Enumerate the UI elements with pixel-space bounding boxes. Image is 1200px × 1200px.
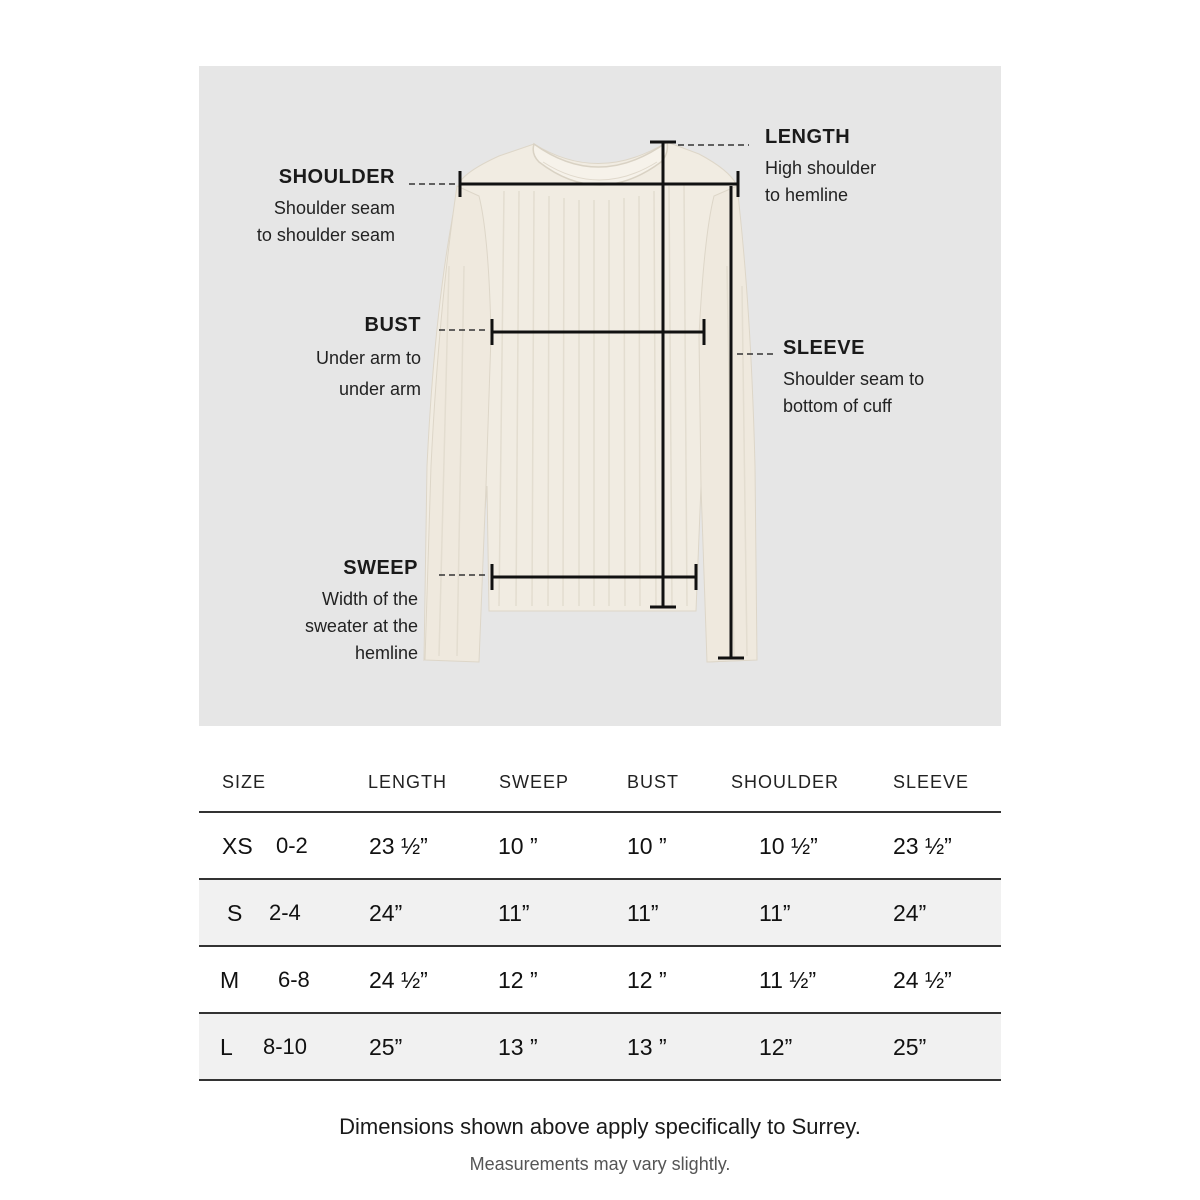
header-sweep: SWEEP — [499, 772, 570, 792]
sleeve-label — [783, 337, 924, 420]
cell-sleeve: 24 ½” — [893, 967, 952, 993]
sweep-desc-line1: Width of the — [321, 589, 418, 609]
table-row-xs — [199, 813, 1001, 880]
table-row-l — [199, 1014, 1001, 1081]
bust-title: BUST — [364, 314, 421, 336]
cell-size-range: 0-2 — [276, 833, 308, 858]
cell-size-letter: M — [220, 967, 240, 993]
sweater-illustration — [424, 142, 757, 662]
sweep-desc-line2: sweater at the — [304, 616, 418, 636]
table-row-s — [199, 880, 1001, 947]
cell-length: 23 ½” — [369, 833, 428, 859]
cell-sleeve: 24” — [893, 900, 927, 926]
cell-bust: 13 ” — [627, 1034, 667, 1060]
cell-sweep: 13 ” — [498, 1034, 538, 1060]
sleeve-desc — [783, 366, 924, 420]
sleeve-desc-line1: Shoulder seam to — [783, 369, 925, 389]
header-bust: BUST — [627, 772, 680, 792]
cell-sleeve: 25” — [893, 1034, 927, 1060]
cell-sweep: 12 ” — [498, 967, 538, 993]
cell-size-letter: S — [227, 900, 243, 926]
shoulder-title: SHOULDER — [278, 166, 395, 188]
shoulder-label — [257, 166, 395, 249]
sweep-label — [305, 557, 418, 667]
bust-desc — [316, 343, 421, 405]
cell-sweep: 11” — [498, 900, 530, 926]
cell-sleeve: 23 ½” — [893, 833, 952, 859]
bust-desc-line2: under arm — [338, 379, 421, 399]
shoulder-desc-line2: to shoulder seam — [256, 225, 395, 245]
cell-size-range: 2-4 — [269, 900, 301, 925]
length-desc-line1: High shoulder — [765, 158, 877, 178]
cell-shoulder: 12” — [759, 1034, 793, 1060]
cell-length: 25” — [369, 1034, 403, 1060]
sweep-desc-line3: hemline — [354, 643, 418, 663]
header-size: SIZE — [222, 772, 267, 792]
shoulder-desc-line1: Shoulder seam — [273, 198, 395, 218]
cell-shoulder: 10 ½” — [759, 833, 818, 859]
cell-bust: 12 ” — [627, 967, 667, 993]
size-chart-table — [199, 750, 1001, 1081]
shoulder-desc — [257, 195, 395, 249]
cell-length: 24” — [369, 900, 403, 926]
table-row-m — [199, 947, 1001, 1014]
cell-size-letter: XS — [222, 833, 253, 859]
sweep-desc — [305, 586, 418, 667]
cell-length: 24 ½” — [369, 967, 428, 993]
sleeve-desc-line2: bottom of cuff — [783, 396, 892, 416]
footnote-variance: Measurements may vary slightly. — [469, 1154, 731, 1174]
sleeve-title: SLEEVE — [783, 337, 865, 359]
bust-desc-line1: Under arm to — [315, 348, 421, 368]
cell-shoulder: 11 ½” — [759, 967, 817, 993]
cell-bust: 10 ” — [627, 833, 667, 859]
cell-shoulder: 11” — [759, 900, 791, 926]
sweep-title: SWEEP — [343, 557, 418, 579]
cell-bust: 11” — [627, 900, 659, 926]
cell-size-letter: L — [220, 1034, 233, 1060]
header-length: LENGTH — [368, 772, 448, 792]
header-sleeve: SLEEVE — [893, 772, 970, 792]
length-desc-line2: to hemline — [765, 185, 849, 205]
measurement-diagram-panel — [199, 66, 1001, 726]
footnote-dimensions: Dimensions shown above apply specifically to Surrey. — [339, 1114, 861, 1139]
cell-sweep: 10 ” — [498, 833, 538, 859]
cell-size-range: 6-8 — [278, 967, 310, 992]
header-shoulder: SHOULDER — [731, 772, 840, 792]
length-label — [765, 126, 876, 209]
length-title: LENGTH — [765, 126, 851, 148]
bust-label — [316, 314, 421, 405]
length-desc — [765, 155, 876, 209]
cell-size-range: 8-10 — [263, 1034, 308, 1059]
table-header-row — [199, 750, 1001, 813]
right-sleeve — [699, 186, 757, 662]
